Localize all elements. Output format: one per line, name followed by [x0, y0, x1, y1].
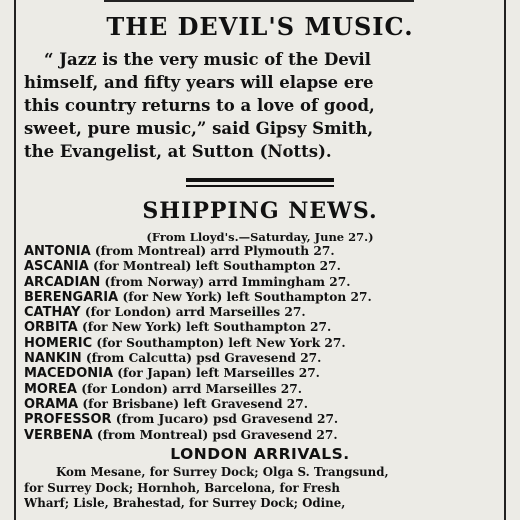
shipping-entry [24, 412, 504, 427]
ship-name: MACEDONIA [24, 366, 114, 382]
shipping-headline: SHIPPING NEWS. [142, 198, 378, 224]
ship-name: BERENGARIA [24, 289, 119, 305]
ship-name: CATHAY [24, 305, 81, 321]
ship-detail: (for London) arrd Marseilles 27. [80, 305, 306, 320]
ship-detail: (for Japan) left Marseilles 27. [113, 366, 320, 381]
ship-name: PROFESSOR [24, 412, 112, 428]
shipping-entry [24, 259, 504, 274]
ship-name: ANTONIA [24, 244, 91, 259]
column-rule-right [504, 0, 506, 520]
ship-detail: (for Montreal) left Southampton 27. [88, 259, 341, 274]
ship-name: ORAMA [24, 396, 79, 412]
ship-name: HOMERIC [24, 335, 93, 351]
arrivals-body [24, 465, 504, 512]
ship-detail: (for Brisbane) left Gravesend 27. [78, 396, 308, 411]
shipping-entry [24, 244, 504, 259]
ship-name: VERBENA [24, 427, 93, 443]
shipping-entry [24, 305, 504, 320]
arrivals-line: for Surrey Dock; Hornhoh, Barcelona, for Fresh [24, 480, 340, 495]
ship-name: ARCADIAN [24, 274, 101, 290]
ship-name: NANKIN [24, 351, 82, 367]
ship-detail: (for New York) left Southampton 27. [77, 320, 332, 335]
arrivals-headline: LONDON ARRIVALS. [170, 445, 350, 463]
article-line: himself, and fifty years will elapse ere [24, 73, 374, 92]
ship-detail: (for Southampton) left New York 27. [92, 335, 346, 350]
ship-name: ORBITA [24, 320, 78, 336]
ship-detail: (from Montreal) arrd Plymouth 27. [90, 244, 335, 258]
shipping-entry [24, 428, 504, 443]
shipping-entry [24, 397, 504, 412]
section-divider [186, 185, 334, 187]
ship-detail: (from Norway) arrd Immingham 27. [100, 274, 351, 289]
top-rule [104, 0, 414, 2]
shipping-entry [24, 320, 504, 335]
ship-detail: (for New York) left Southampton 27. [118, 289, 372, 304]
shipping-entry [24, 275, 504, 290]
shipping-entry [24, 351, 504, 366]
ship-detail: (from Jucaro) psd Gravesend 27. [111, 412, 339, 427]
ship-detail: (for London) arrd Marseilles 27. [76, 381, 302, 396]
article-line: sweet, pure music,” said Gipsy Smith, [24, 119, 374, 138]
ship-name: ASCANIA [24, 259, 89, 275]
article-line: this country returns to a love of good, [24, 96, 375, 115]
ship-detail: (from Calcutta) psd Gravesend 27. [81, 351, 322, 366]
article-headline: THE DEVIL'S MUSIC. [106, 12, 414, 41]
shipping-entry [24, 336, 504, 351]
ship-name: MOREA [24, 381, 77, 397]
arrivals-line: Kom Mesane, for Surrey Dock; Olga S. Trangsund, [56, 465, 389, 479]
arrivals-line: Wharf; Lisle, Brahestad, for Surrey Dock; Odine, [24, 496, 346, 510]
column-rule-left [14, 0, 16, 520]
article-line: “ Jazz is the very music of the Devil [44, 50, 371, 69]
article-body [24, 48, 504, 163]
shipping-subheading: (From Lloyd's.—Saturday, June 27.) [146, 230, 374, 244]
section-divider [186, 178, 334, 182]
shipping-list [24, 244, 504, 443]
shipping-entry [24, 290, 504, 305]
article-line: the Evangelist, at Sutton (Notts). [24, 142, 332, 161]
shipping-entry [24, 366, 504, 381]
shipping-entry [24, 382, 504, 397]
ship-detail: (from Montreal) psd Gravesend 27. [92, 427, 338, 442]
